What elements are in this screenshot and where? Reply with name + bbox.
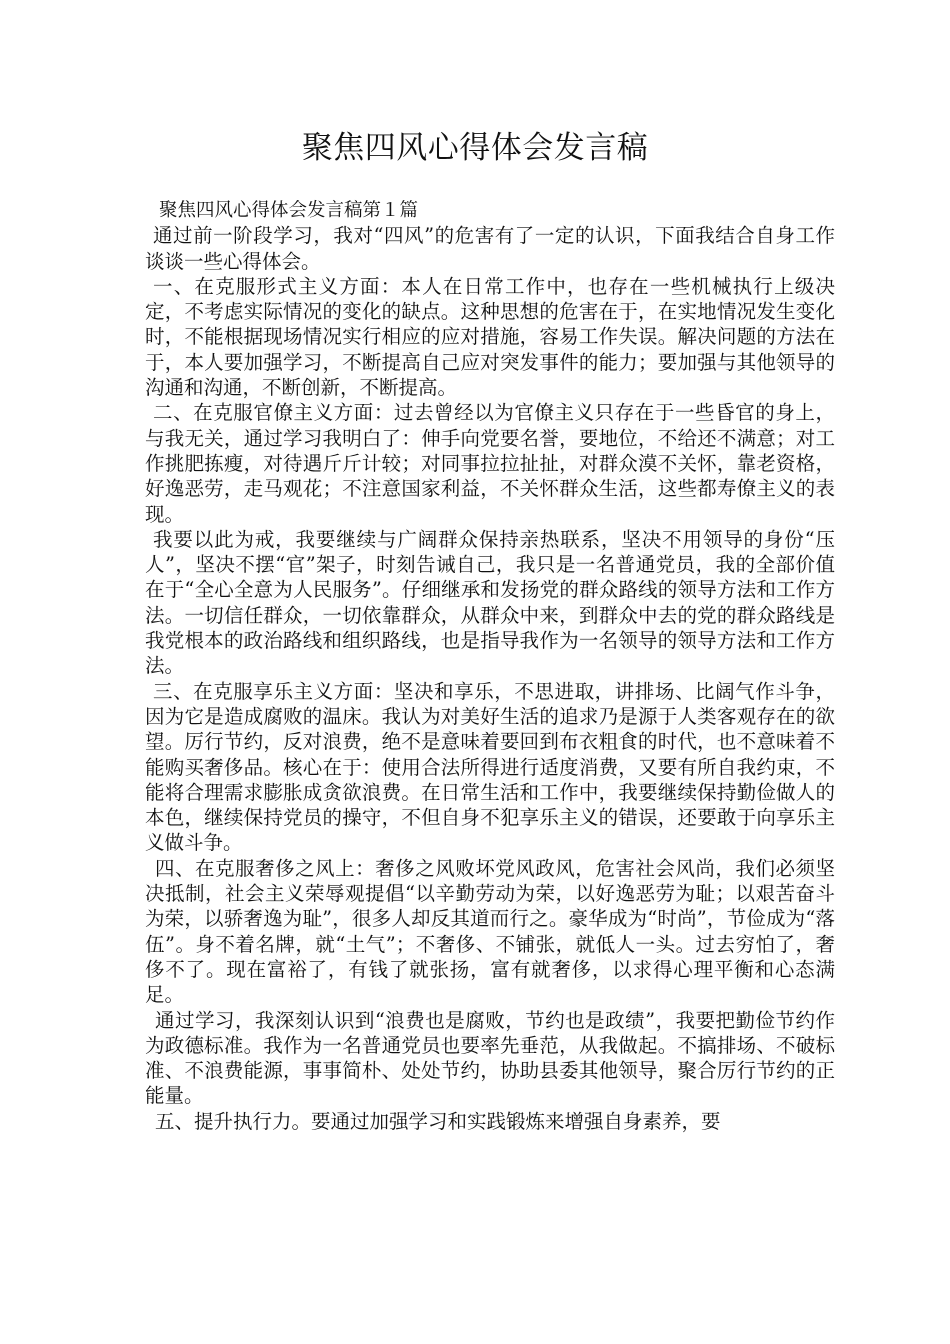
document-body	[145, 198, 835, 1134]
document-title: 聚焦四风心得体会发言稿	[301, 130, 649, 166]
paragraph-frugality: 通过学习，我深刻认识到“浪费也是腐败，节约也是政绩”，我要把勤俭节约作为政德标准。我作为一名普通党员也要率先垂范，从我做起。不搞排场、不破标准、不浪费能源，事事简朴、处处节约，协助县委其他领导，聚合厉行节约的正能量。	[145, 1008, 835, 1108]
document-subtitle: 聚焦四风心得体会发言稿第１篇	[159, 200, 419, 221]
paragraph-execution: 五、提升执行力。要通过加强学习和实践锻炼来增强自身素养，要	[155, 1109, 721, 1133]
paragraph-bureaucracy: 二、在克服官僚主义方面：过去曾经以为官僚主义只存在于一些昏官的身上，与我无关，通过学习我明白了：伸手向党要名誉，要地位，不给还不满意；对工作挑肥拣瘦，对待遇斤斤计较；对同事拉拉扯扯，对群众漠不关怀，靠老资格，好逸恶劳，走马观花；不注意国家利益，不关怀群众生活，这些都寿僚主义的表现。	[145, 401, 835, 526]
paragraph-commitment: 我要以此为戒，我要继续与广阔群众保持亲热联系，坚决不用领导的身份“压人”，坚决不摆“官”架子，时刻告诫自己，我只是一名普通党员，我的全部价值在于“全心全意为人民服务”。仔细继承和发扬党的群众路线的领导方法和工作方法。一切信任群众，一切依靠群众，从群众中来，到群众中去的党的群众路线是我党根本的政治路线和组织路线，也是指导我作为一名领导的领导方法和工作方法。	[145, 527, 835, 678]
paragraph-extravagance: 四、在克服奢侈之风上：奢侈之风败坏党风政风，危害社会风尚，我们必须坚决抵制，社会主义荣辱观提倡“以辛勤劳动为荣，以好逸恶劳为耻；以艰苦奋斗为荣，以骄奢逸为耻”，很多人却反其道而行之。豪华成为“时尚”，节俭成为“落伍”。身不着名牌，就“土气”；不奢侈、不铺张，就低人一头。过去穷怕了，奢侈不了。现在富裕了，有钱了就张扬，富有就奢侈，以求得心理平衡和心态满足。	[145, 856, 835, 1007]
paragraph-formalism: 一、在克服形式主义方面：本人在日常工作中，也存在一些机械执行上级决定，不考虑实际情况的变化的缺点。这种思想的危害在于，在实地情况发生变化时，不能根据现场情况实行相应的应对措施，容易工作失误。解决问题的方法在于，本人要加强学习，不断提高自己应对突发事件的能力；要加强与其他领导的沟通和沟通，不断创新，不断提高。	[145, 274, 835, 400]
paragraph-hedonism: 三、在克服享乐主义方面：坚决和享乐，不思进取，讲排场、比阔气作斗争，因为它是造成腐败的温床。我认为对美好生活的追求乃是源于人类客观存在的欲望。厉行节约，反对浪费，绝不是意味着要回到布衣粗食的时代，也不意味着不能购买奢侈品。核心在于：使用合法所得进行适度消费，又要有所自我约束，不能将合理需求膨胀成贪欲浪费。在日常生活和工作中，我要继续保持勤俭做人的本色，继续保持党员的操守，不但自身不犯享乐主义的错误，还要敢于向享乐主义做斗争。	[145, 679, 835, 855]
paragraph-intro: 通过前一阶段学习，我对“四风”的危害有了一定的认识，下面我结合自身工作谈谈一些心得体会。	[145, 224, 835, 273]
